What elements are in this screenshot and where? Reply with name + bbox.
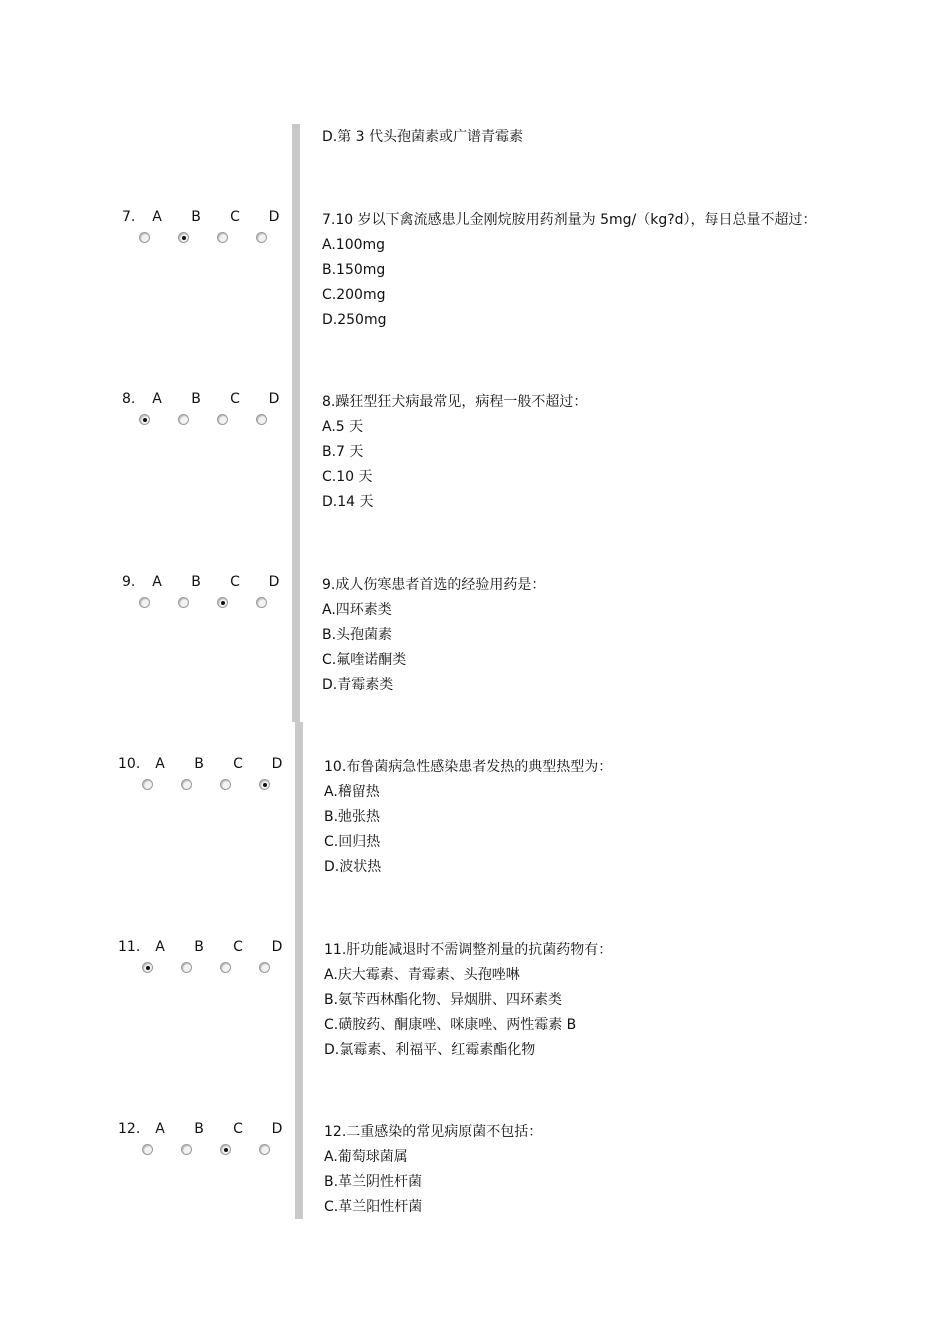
choice-radio-a[interactable]	[139, 597, 150, 608]
choice-radio-d[interactable]	[256, 414, 267, 425]
choice-letter: A	[155, 1121, 165, 1137]
option-text: B.150mg	[322, 262, 386, 278]
option-text: B.7 天	[322, 444, 364, 460]
choice-radio-d[interactable]	[259, 779, 270, 790]
choice-radio-c[interactable]	[220, 779, 231, 790]
choice-letter: C	[233, 756, 243, 772]
option-text: C.200mg	[322, 287, 386, 303]
choice-radio-b[interactable]	[178, 597, 189, 608]
option-text: D.250mg	[322, 312, 387, 328]
option-text: B.革兰阴性杆菌	[324, 1174, 423, 1190]
option-text: A.庆大霉素、青霉素、头孢唑啉	[324, 967, 520, 983]
question-number: 11.	[118, 939, 141, 955]
question-number: 12.	[118, 1121, 141, 1137]
choice-letter: C	[230, 391, 240, 407]
option-text: A.葡萄球菌属	[324, 1149, 408, 1165]
choice-radio-c[interactable]	[220, 1144, 231, 1155]
choice-radio-d[interactable]	[256, 597, 267, 608]
choice-letter: D	[268, 391, 280, 407]
choice-letter: D	[271, 756, 283, 772]
answer-panel	[115, 1120, 295, 1170]
option-text: A.稽留热	[324, 784, 380, 800]
question-text	[324, 938, 924, 1063]
choice-letter: D	[268, 209, 280, 225]
option-text: C.10 天	[322, 469, 373, 485]
choice-radio-c[interactable]	[217, 597, 228, 608]
question-text	[324, 1120, 924, 1220]
choice-letter: C	[233, 939, 243, 955]
option-text: C.回归热	[324, 834, 381, 850]
choice-letter: D	[271, 939, 283, 955]
option-text: D.第 3 代头孢菌素或广谱青霉素	[322, 129, 524, 145]
question-number: 10.	[118, 756, 141, 772]
choice-radio-b[interactable]	[181, 779, 192, 790]
question-number: 8.	[122, 391, 136, 407]
choice-radio-a[interactable]	[142, 779, 153, 790]
option-text: C.磺胺药、酮康唑、咪康唑、两性霉素 B	[324, 1017, 577, 1033]
choice-radio-c[interactable]	[220, 962, 231, 973]
choice-radio-b[interactable]	[181, 1144, 192, 1155]
choice-radio-d[interactable]	[256, 232, 267, 243]
choice-letter: C	[230, 574, 240, 590]
choice-letter: C	[233, 1121, 243, 1137]
choice-letter: A	[152, 391, 162, 407]
column-divider	[292, 124, 300, 722]
question-number: 9.	[122, 574, 136, 590]
choice-letter: A	[152, 574, 162, 590]
option-text: C.氟喹诺酮类	[322, 652, 407, 668]
answer-panel	[115, 755, 295, 805]
choice-radio-a[interactable]	[142, 962, 153, 973]
choice-radio-b[interactable]	[181, 962, 192, 973]
option-text: D.14 天	[322, 494, 374, 510]
question-stem: 9.成人伤寒患者首选的经验用药是：	[322, 577, 546, 593]
option-text: D.青霉素类	[322, 677, 394, 693]
choice-letter: C	[230, 209, 240, 225]
choice-letter: B	[194, 1121, 204, 1137]
choice-radio-a[interactable]	[139, 232, 150, 243]
answer-panel	[112, 573, 292, 623]
question-stem: 11.肝功能减退时不需调整剂量的抗菌药物有：	[324, 942, 613, 958]
choice-radio-a[interactable]	[142, 1144, 153, 1155]
question-text	[324, 755, 924, 880]
choice-letter: B	[191, 209, 201, 225]
choice-radio-d[interactable]	[259, 1144, 270, 1155]
choice-letter: A	[155, 939, 165, 955]
option-text: B.头孢菌素	[322, 627, 393, 643]
choice-letter: A	[152, 209, 162, 225]
answer-panel	[115, 938, 295, 988]
option-text: A.5 天	[322, 419, 364, 435]
question-text	[322, 390, 922, 515]
choice-radio-b[interactable]	[178, 232, 189, 243]
choice-letter: D	[268, 574, 280, 590]
answer-panel	[112, 208, 292, 258]
choice-letter: B	[194, 939, 204, 955]
choice-radio-b[interactable]	[178, 414, 189, 425]
choice-radio-c[interactable]	[217, 414, 228, 425]
choice-radio-d[interactable]	[259, 962, 270, 973]
option-text: B.氨苄西林酯化物、异烟肼、四环素类	[324, 992, 563, 1008]
option-text: B.弛张热	[324, 809, 381, 825]
option-text: D.波状热	[324, 859, 382, 875]
question-number: 7.	[122, 209, 136, 225]
choice-radio-a[interactable]	[139, 414, 150, 425]
answer-panel	[112, 390, 292, 440]
choice-letter: A	[155, 756, 165, 772]
choice-letter: B	[194, 756, 204, 772]
option-text: D.氯霉素、利福平、红霉素酯化物	[324, 1042, 536, 1058]
question-stem: 10.布鲁菌病急性感染患者发热的典型热型为：	[324, 759, 613, 775]
option-text: C.革兰阳性杆菌	[324, 1199, 423, 1215]
choice-letter: B	[191, 574, 201, 590]
question-text	[322, 573, 922, 698]
option-text: A.100mg	[322, 237, 386, 253]
question-text	[322, 208, 922, 333]
question-stem: 7.10 岁以下禽流感患儿金刚烷胺用药剂量为 5mg/（kg?d），每日总量不超过：	[322, 212, 817, 228]
choice-letter: B	[191, 391, 201, 407]
choice-letter: D	[271, 1121, 283, 1137]
question-stem: 12.二重感染的常见病原菌不包括：	[324, 1124, 543, 1140]
question-stem: 8.躁狂型狂犬病最常见，病程一般不超过：	[322, 394, 588, 410]
column-divider	[295, 722, 303, 1219]
option-text: A.四环素类	[322, 602, 392, 618]
choice-radio-c[interactable]	[217, 232, 228, 243]
